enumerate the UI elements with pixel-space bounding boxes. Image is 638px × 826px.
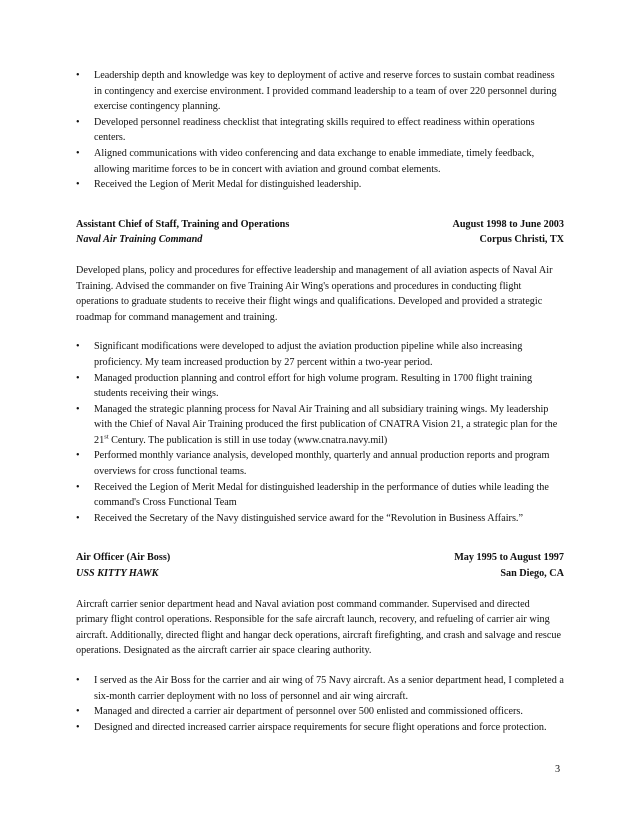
- list-item: [76, 339, 564, 370]
- page-number: 3: [555, 764, 561, 775]
- bullet-glyph: •: [76, 721, 80, 733]
- bullet-glyph: •: [76, 372, 80, 384]
- bullet-glyph: •: [76, 675, 80, 686]
- job-title: Air Officer (Air Boss): [76, 552, 171, 564]
- job-dates: August 1998 to June 2003: [452, 218, 564, 230]
- list-item: [76, 704, 564, 720]
- bullet-text: Received the Legion of Merit Medal for distinguished leadership.: [94, 179, 362, 191]
- bullet-text: Significant modifications were developed to adjust the aviation production pipeline while also increasing proficiency. My team increased production by 27 percent within a two-year period.: [94, 341, 523, 368]
- job-dates: May 1995 to August 1997: [454, 552, 564, 564]
- bullet-glyph: •: [76, 147, 80, 159]
- job-org-row: [76, 232, 564, 248]
- job-summary: Developed plans, policy and procedures for effective leadership and management of all aviation aspects of Naval Air Training. Advised the commander on five Training Air Wing's operations and procedures in conducting flight operations to graduate students to receive their flight wings and qualifications. Developed and provided a strategic roadmap for command management and training.: [76, 264, 553, 323]
- job-summary: Aircraft carrier senior department head and Naval aviation post command commander. Supervised and directed primary flight control operations. Responsible for the safe aircraft launch, recovery, and refueling of carrier air wing aircraft. Additionally, directed flight and hangar deck operations, aircraft firefighting, and crash and salvage and rescue operations. Designated as the aircraft carrier air space clearing authority.: [76, 598, 562, 657]
- job-location: San Diego, CA: [500, 568, 564, 580]
- bullet-text: Designed and directed increased carrier airspace requirements for secure flight operations and force protection.: [94, 721, 547, 733]
- bullet-glyph: •: [76, 341, 80, 353]
- job-bullet-list: [76, 673, 564, 735]
- bullet-glyph: •: [76, 481, 80, 493]
- list-item: [76, 673, 564, 704]
- list-item: [76, 720, 564, 736]
- list-item: [76, 480, 564, 511]
- bullet-text: I served as the Air Boss for the carrier and air wing of 75 Navy aircraft. As a senior department head, I completed a six-month carrier deployment with no loss of personnel and air wing aircraft.: [94, 675, 564, 702]
- bullet-glyph: •: [76, 179, 80, 191]
- bullet-glyph: •: [76, 70, 80, 81]
- job-location: Corpus Christi, TX: [479, 234, 564, 246]
- job-organization: USS KITTY HAWK: [76, 568, 159, 580]
- list-item: [76, 511, 564, 527]
- bullet-glyph: •: [76, 706, 80, 718]
- job-organization: Naval Air Training Command: [76, 234, 203, 246]
- bullet-glyph: •: [76, 512, 80, 524]
- bullet-glyph: •: [76, 403, 80, 415]
- list-item: [76, 68, 564, 115]
- bullet-glyph: •: [76, 116, 80, 128]
- list-item: [76, 448, 564, 479]
- job-bullet-list: [76, 339, 564, 526]
- page-content: [76, 68, 564, 735]
- ordinal-suffix: st: [104, 433, 109, 441]
- bullet-glyph: •: [76, 450, 80, 462]
- job-org-row: [76, 566, 564, 582]
- bullet-text: Performed monthly variance analysis, developed monthly, quarterly and annual production reports and program overviews for cross functional teams.: [94, 450, 550, 478]
- job-header: [76, 550, 564, 566]
- bullet-text: Managed the strategic planning process for Naval Air Training and all subsidiary training wings. My leadership with the Chief of Naval Air Training produced the first publication of CNATRA Vision 21, a strategic plan for the 21st Century. The publication is still in use today (www.cnatra.navy.mil): [94, 403, 558, 446]
- list-item: [76, 146, 564, 177]
- list-item: [76, 371, 564, 402]
- bullet-text: Aligned communications with video conferencing and data exchange to enable immediate, timely feedback, allowing maritime forces to be in concert with aviation and ground combat elements.: [94, 147, 535, 175]
- bullet-text: Received the Legion of Merit Medal for distinguished leadership in the performance of duties while leading the command's Cross Functional Team: [94, 481, 549, 509]
- list-item: [76, 177, 564, 193]
- bullet-text: Leadership depth and knowledge was key to deployment of active and reserve forces to sustain combat readiness in contingency and exercise environment. I provided command leadership to a team of over 220 personnel during exercise contingency planning.: [94, 70, 557, 113]
- list-item: [76, 115, 564, 146]
- top-bullet-list: [76, 68, 564, 193]
- job-section-air-officer: [76, 550, 564, 735]
- list-item: [76, 402, 564, 449]
- job-section-training-operations: [76, 217, 564, 527]
- bullet-text: Received the Secretary of the Navy distinguished service award for the “Revolution in Business Affairs.”: [94, 512, 523, 524]
- bullet-text: Managed and directed a carrier air department of personnel over 500 enlisted and commissioned officers.: [94, 706, 523, 718]
- job-title: Assistant Chief of Staff, Training and Operations: [76, 218, 290, 230]
- job-header: [76, 217, 564, 233]
- bullet-text: Developed personnel readiness checklist that integrating skills required to effect readiness within operations centers.: [94, 116, 535, 144]
- bullet-text: Managed production planning and control effort for high volume program. Resulting in 1700 flight training students receiving their wings.: [94, 372, 533, 400]
